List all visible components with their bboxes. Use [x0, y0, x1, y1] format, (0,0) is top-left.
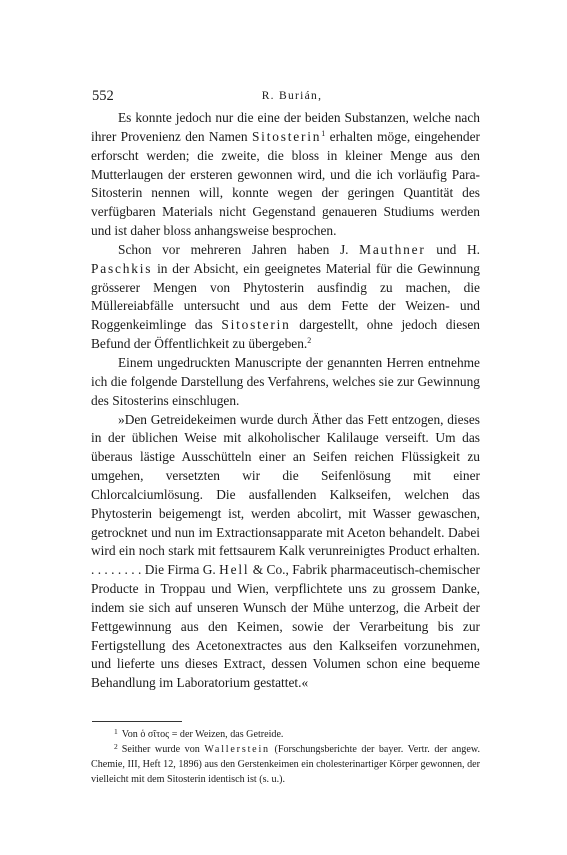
author-name-paschkis: Paschkis [91, 260, 153, 276]
footnote-2-text-a: Seither wurde von [121, 744, 205, 755]
paragraph-3: Einem ungedruckten Manuscripte der genannten Herren entnehme ich die folgende Darstellung des Verfahrens, welches sie zur Gewinnung des Sitosterins einschlugen. [91, 354, 480, 408]
footnote-1 [91, 727, 480, 742]
page-number: 552 [92, 88, 114, 104]
footnote-1-text: Von ὁ σῖτος = der Weizen, das Getreide. [121, 729, 284, 740]
page-header [92, 88, 492, 108]
paragraph-2-text-c: in der Absicht, ein geeignetes Material für die Gewinnung grösserer Mengen von Phytosterin ausfindig zu machen, die Müllereiabfälle untersucht und aus dem Fette der Weizen- und Roggenkeimlinge das [91, 260, 480, 333]
footnote-ref-1: 1 [321, 128, 326, 138]
paragraph-1 [91, 109, 480, 241]
footnote-ref-2: 2 [307, 336, 312, 346]
paragraph-2-text-d: dargestellt, ohne jedoch diesen Befund der Öffentlichkeit zu übergeben. [91, 317, 480, 352]
footnote-divider [92, 721, 182, 722]
term-sitosterin: Sitosterin [251, 128, 322, 144]
paragraph-2-text-a: Schon vor mehreren Jahren haben J. [118, 241, 360, 257]
paragraph-4-text-b: & Co., Fabrik pharmaceutisch-chemischer Producte in Troppau und Wien, verpflichtete uns zu grossem Danke, indem sie sich auf unseren Wunsch der Mühe unterzog, die Arbeit der Fettgewinnung aus den Keimen, sowie der Verarbeitung bis zur Fertigstellung des Acetonextractes aus den Kalkseifen vorzunehmen, und lieferte uns dieses Extract, dessen Volumen schon eine bequeme Behandlung im Laboratorium gestattet.« [91, 562, 480, 691]
footnote-2-text-b: (Forschungsberichte der bayer. Vertr. der angew. Chemie, III, Heft 12, 1896) aus den Gerstenkeimen ein cholesterinartiger Körper gewonnen, der vielleicht mit dem Sitosterin identisch ist (s. u.). [91, 744, 480, 785]
body-text [91, 109, 480, 693]
author-name-mauthner: Mauthner [359, 241, 426, 257]
author-name-wallerstein: Wallerstein [204, 744, 270, 755]
paragraph-4-text-a: »Den Getreidekeimen wurde durch Äther das Fett entzogen, dieses in der üblichen Weise mit alkoholischer Kalilauge verseift. Um das überaus lästige Ausschütteln einer an Seifen reichen Flüssigkeit zu umgehen, versetzten wir die Seifenlösung mit einer Chlorcalciumlösung. Die ausfallenden Kalkseifen, welchen das Phytosterin beigemengt ist, werden abcolirt, mit Wasser gewaschen, getrocknet und nun im Extractionsapparate mit Aceton behandelt. Dabei wird ein noch stark mit fettsaurem Kalk verunreinigtes Product erhalten. . . . . . . . . Die Firma G. [91, 411, 480, 578]
footnote-2-mark: 2 [114, 742, 118, 751]
footnote-2 [91, 742, 480, 787]
paragraph-4-quotation [91, 411, 480, 694]
footnotes [91, 727, 480, 787]
paragraph-2-text-b: und H. [425, 241, 480, 257]
company-name-hell: Hell [219, 562, 250, 578]
paragraph-2 [91, 241, 480, 354]
paragraph-1-text-a: Es konnte jedoch nur die eine der beiden Substanzen, welche nach ihrer Provenienz den Namen [91, 110, 480, 144]
footnote-1-mark: 1 [114, 727, 118, 736]
term-sitosterin: Sitosterin [221, 317, 291, 333]
running-head: R. Burián, [261, 90, 323, 102]
paragraph-1-text-b: erhalten möge, eingehender erforscht werden; die zweite, die bloss in kleiner Menge aus den Mutterlaugen der ersteren gewonnen wird, und die ich vorläufig Para-Sitosterin nennen will, konnte wegen der geringen Quantität des verfügbaren Materials nicht Gegenstand genaueren Studiums werden und ist daher bloss anhangsweise besprochen. [91, 128, 480, 239]
